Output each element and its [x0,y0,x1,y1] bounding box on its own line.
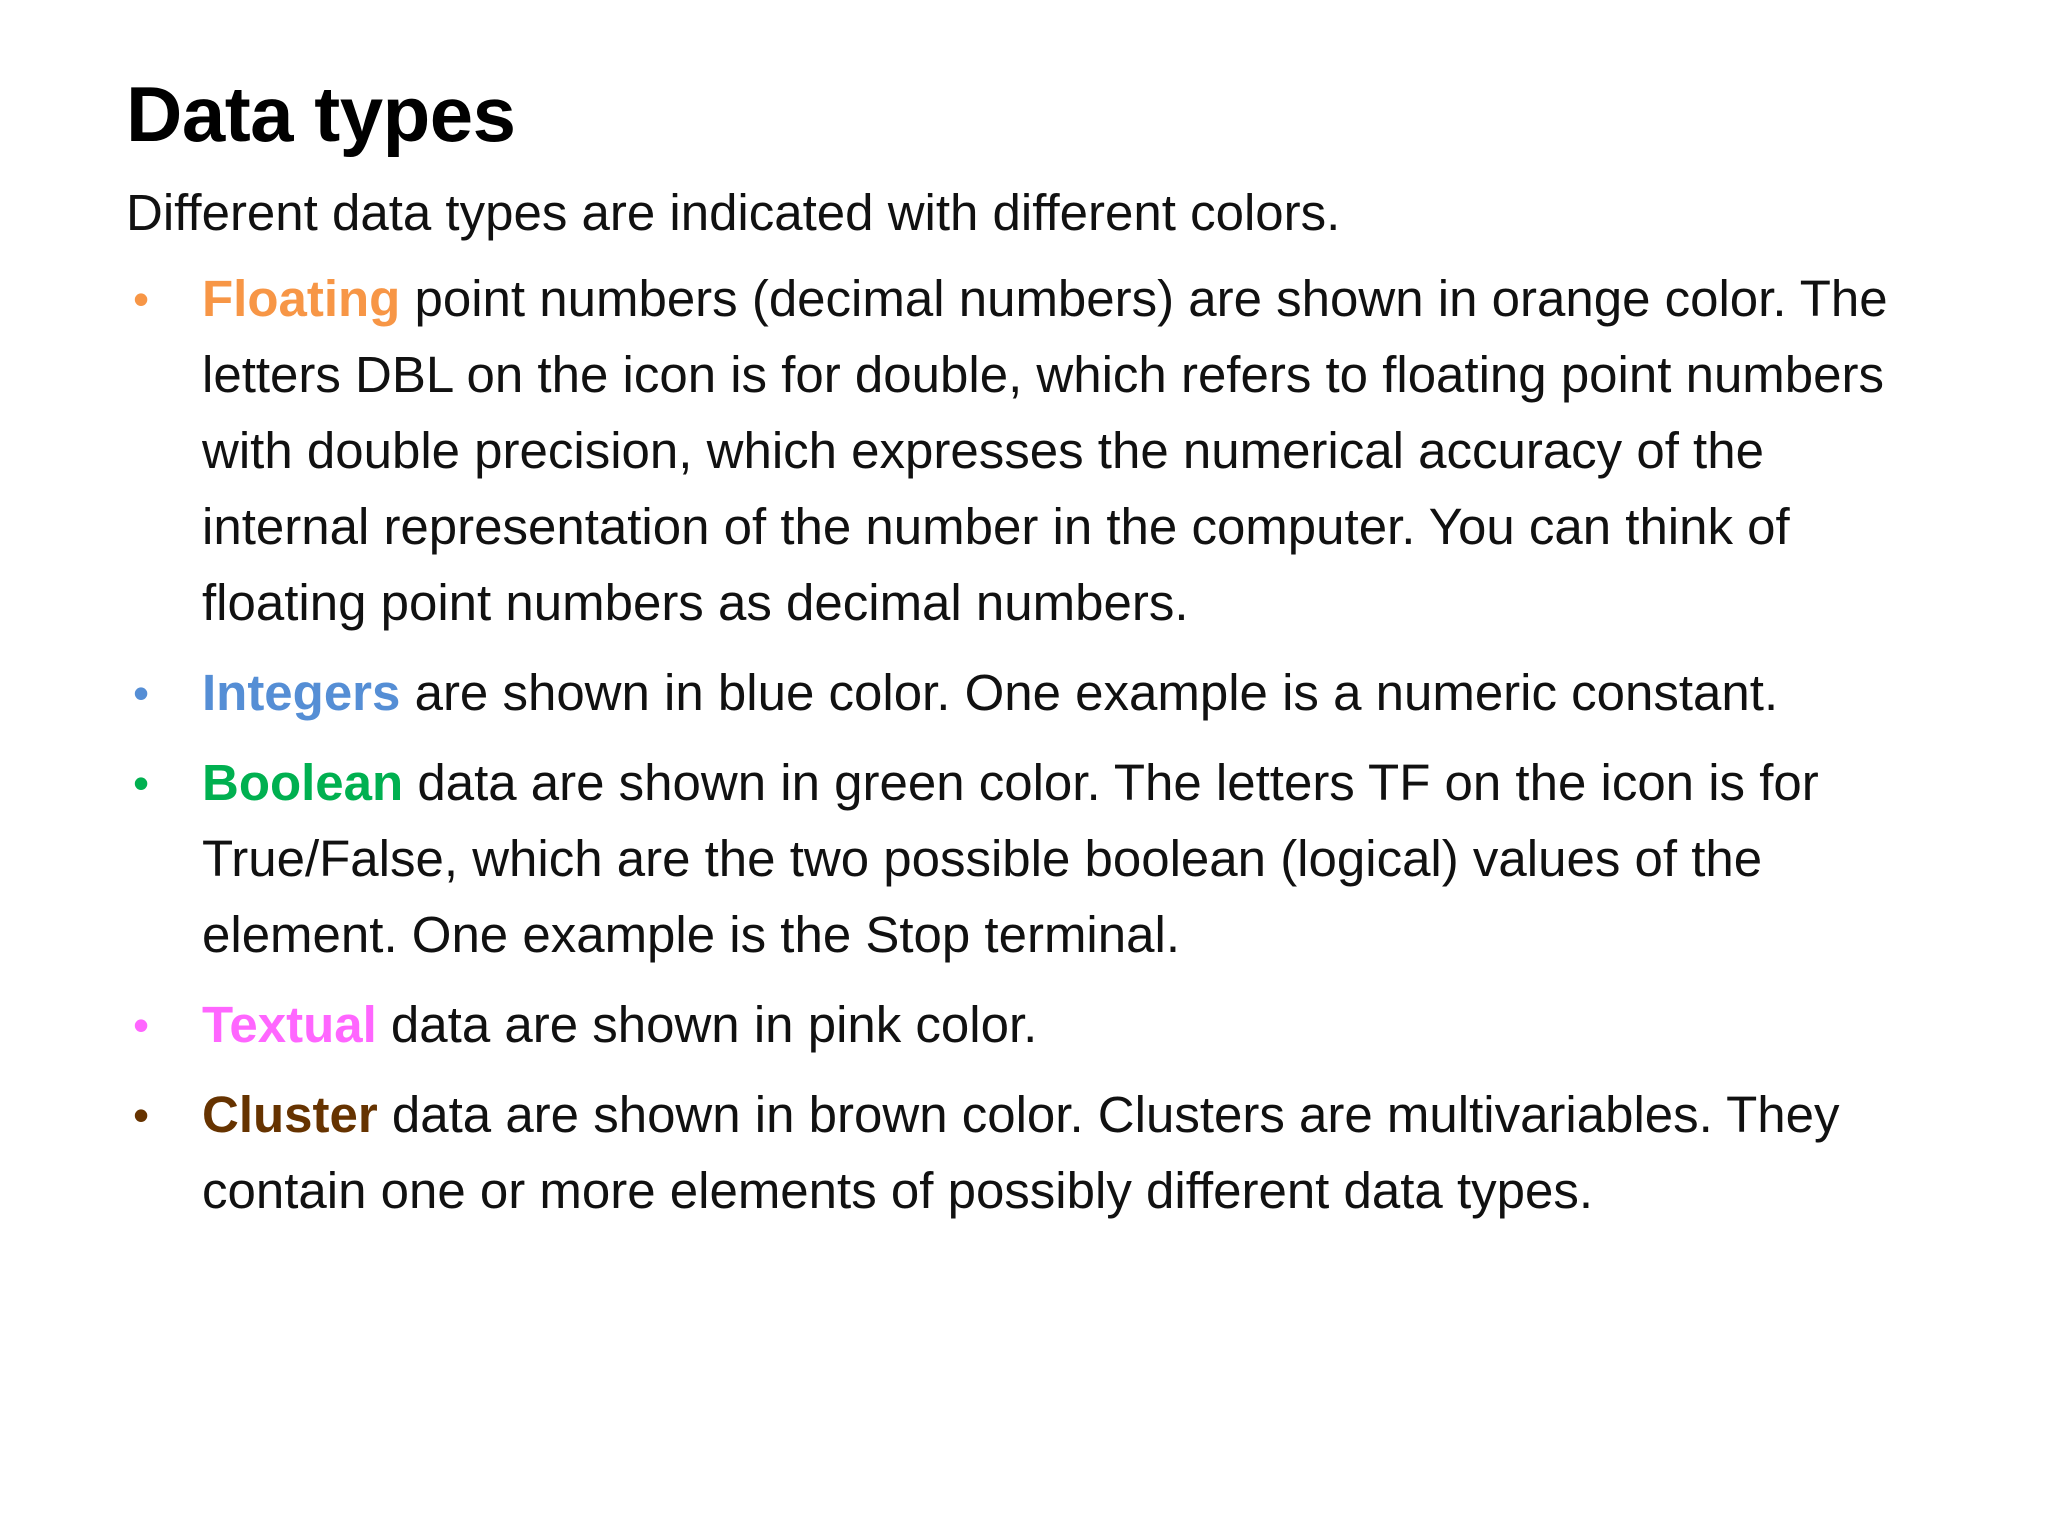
bullet-dot-icon: • [132,756,150,809]
bullet-item-cluster [126,1077,1928,1229]
intro-text: Different data types are indicated with different colors. [126,183,1341,241]
bullet-item-floating [126,261,1928,641]
bullet-text: are shown in blue color. One example is a numeric constant. [400,663,1779,721]
bullet-dot-icon: • [132,1088,150,1141]
keyword-textual: Textual [202,995,377,1053]
keyword-cluster: Cluster [202,1085,378,1143]
keyword-floating: Floating [202,269,401,327]
bullet-text: point numbers (decimal numbers) are shown in orange color. The letters DBL on the icon is for double, which refers to floating point numbers with double precision, which expresses the numerical accuracy of the internal representation of the number in the computer. You can think of floating point numbers as decimal numbers. [202,269,1888,631]
bullet-item-textual [126,987,1928,1063]
bullet-text: data are shown in green color. The letters TF on the icon is for True/False, which are the two possible boolean (logical) values of the element. One example is the Stop terminal. [202,753,1819,963]
bullet-dot-icon: • [132,998,150,1051]
bullet-list [126,261,1928,1229]
bullet-item-integers [126,655,1928,731]
bullet-item-boolean [126,745,1928,973]
keyword-integers: Integers [202,663,401,721]
page-title: Data types [126,70,516,158]
bullet-text: data are shown in pink color. [376,995,1038,1053]
bullet-text: data are shown in brown color. Clusters are multivariables. They contain one or more elements of possibly different data types. [202,1085,1840,1219]
keyword-boolean: Boolean [202,753,404,811]
bullet-dot-icon: • [132,666,150,719]
bullet-dot-icon: • [132,272,150,325]
